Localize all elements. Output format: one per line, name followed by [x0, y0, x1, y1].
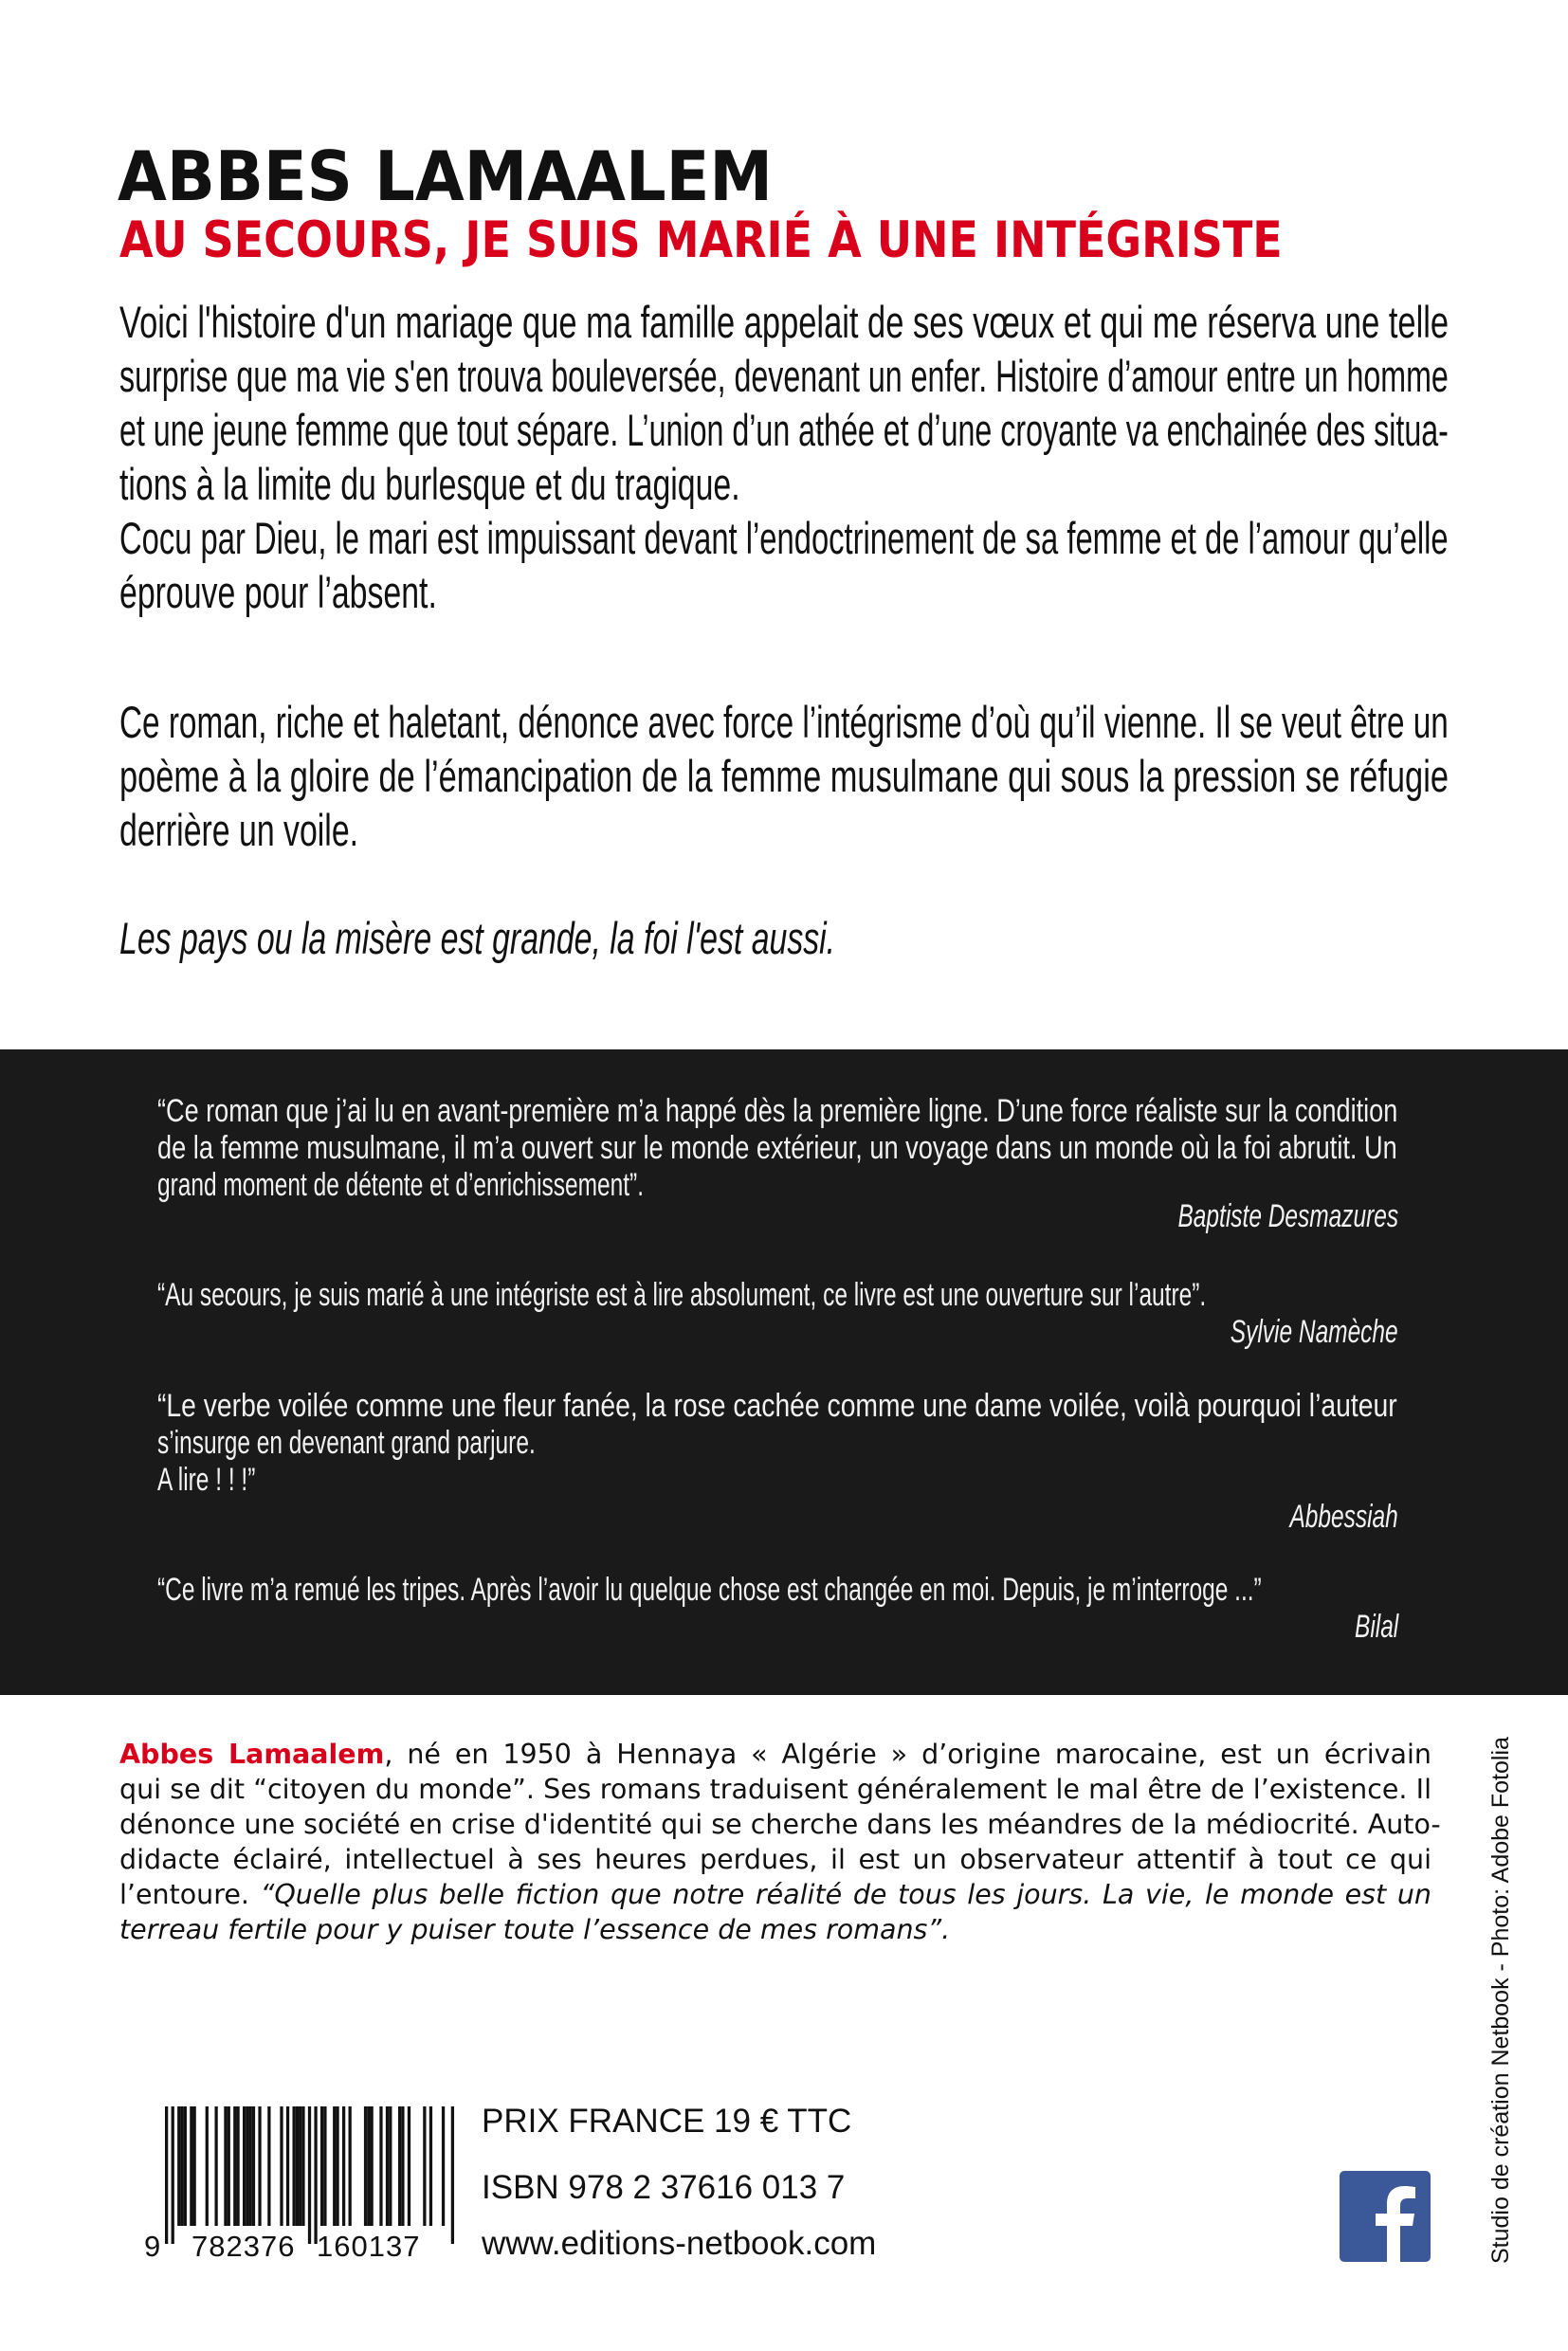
epigraph: Les pays ou la misère est grande, la foi l'est aussi. [119, 913, 836, 963]
barcode-bar [228, 2106, 230, 2226]
review-line: “Ce roman que j’ai lu en avant-première m’a happé dès la première ligne. D’une force réaliste sur la condition [157, 1093, 1398, 1129]
barcode-bar [280, 2106, 283, 2226]
barcode-guard-bar [308, 2106, 311, 2244]
review-line: de la femme musulmane, il m’a ouvert sur le monde extérieur, un voyage dans un monde où la foi abrutit. Un [157, 1130, 1397, 1166]
barcode-bar [180, 2106, 183, 2226]
synopsis-line: Voici l'histoire d'un mariage que ma famille appelait de ses vœux et qui me réserva une telle [119, 297, 1449, 347]
bio-author-name: Abbes Lamaalem [119, 1739, 385, 1770]
barcode-bar [429, 2106, 432, 2226]
barcode-bar [249, 2106, 252, 2226]
barcode-bar [286, 2106, 289, 2226]
barcode-bar [267, 2106, 270, 2226]
synopsis-line: éprouve pour l’absent. [119, 567, 437, 617]
barcode-bar [423, 2106, 426, 2226]
website-link[interactable]: www.editions-netbook.com [482, 2225, 877, 2262]
barcode-guard-bar [172, 2106, 174, 2244]
barcode-bar [349, 2106, 352, 2226]
barcode-bar [296, 2106, 299, 2226]
barcode-bar [320, 2106, 323, 2226]
barcode-bar [177, 2106, 180, 2226]
barcode-digit-first: 9 [144, 2230, 161, 2263]
barcode-bar [408, 2106, 410, 2226]
review-line: “Au secours, je suis marié à une intégriste est à lire absolument, ce livre est une ouverture sur l’autre”. [157, 1277, 1207, 1313]
author-heading: ABBES LAMAALEM [118, 137, 773, 216]
barcode-bar [224, 2106, 227, 2226]
bio-line: dénonce une société en crise d'identité qui se cherche dans les méandres de la médiocrité. Auto- [119, 1809, 1441, 1840]
barcode-bar [243, 2106, 246, 2226]
barcode-bar [370, 2106, 373, 2226]
synopsis-line: Ce roman, riche et haletant, dénonce avec force l’intégrisme d’où qu’il vienne. Il se veut être un [119, 697, 1449, 747]
bio-line [119, 1877, 1431, 1912]
author-quote: terreau fertile pour y puiser toute l’essence de mes romans”. [119, 1914, 951, 1945]
barcode-guard-bar [165, 2106, 168, 2244]
barcode-bar [342, 2106, 345, 2226]
barcode-bar [190, 2106, 192, 2226]
barcode-bar [193, 2106, 196, 2226]
barcode-bar [386, 2106, 389, 2226]
barcode-bar [292, 2106, 295, 2226]
synopsis-line: derrière un voile. [119, 805, 359, 855]
author-quote: “Quelle plus belle fiction que notre réalité de tous les jours. La vie, le monde est un [260, 1879, 1431, 1910]
barcode-digits-left: 782376 [191, 2230, 296, 2263]
isbn: ISBN 978 2 37616 013 7 [482, 2169, 846, 2206]
price: PRIX FRANCE 19 € TTC [482, 2103, 852, 2140]
bio-line: qui se dit “citoyen du monde”. Ses romans traduisent généralement le mal être de l’existence. Il [119, 1774, 1431, 1805]
barcode-bar [398, 2106, 401, 2226]
barcode-bar [301, 2106, 304, 2226]
synopsis-line: et une jeune femme que tout sépare. L’union d’un athée et d’une croyante va enchainée des situa- [119, 405, 1449, 455]
barcode-guard-bar [451, 2106, 454, 2244]
barcode-bar [236, 2106, 239, 2226]
synopsis-line: Cocu par Dieu, le mari est impuissant devant l’endoctrinement de sa femme et de l’amour qu’elle [119, 513, 1449, 563]
review-line: “Ce livre m’a remué les tripes. Après l’avoir lu quelque chose est changée en moi. Depuis, je m’interroge ...” [157, 1572, 1262, 1608]
barcode-bar [258, 2106, 261, 2226]
review-line: A lire ! ! !” [157, 1462, 256, 1498]
barcode-bar [379, 2106, 382, 2226]
review-author: Baptiste Desmazures [1177, 1198, 1398, 1234]
review-author: Bilal [1354, 1609, 1398, 1645]
book-title: AU SECOURS, JE SUIS MARIÉ À UNE INTÉGRISTE [119, 211, 1283, 269]
barcode-bar [401, 2106, 404, 2226]
synopsis-line: poème à la gloire de l’émancipation de la femme musulmane qui sous la pression se réfugie [119, 751, 1449, 801]
barcode-bar [252, 2106, 255, 2226]
barcode-bar [233, 2106, 236, 2226]
review-line: s’insurge en devenant grand parjure. [157, 1425, 536, 1461]
barcode-digits-right: 160137 [317, 2230, 421, 2263]
barcode-bar [389, 2106, 392, 2226]
review-author: Abbessiah [1289, 1499, 1398, 1535]
synopsis-line: surprise que ma vie s'en trouva bouleversée, devenant un enfer. Histoire d’amour entre un homme [119, 351, 1449, 401]
barcode-bar [364, 2106, 367, 2226]
barcode-bar [214, 2106, 217, 2226]
bio-line: didacte éclairé, intellectuel à ses heures perdues, il est un observateur attentif à tout ce qui [119, 1844, 1431, 1875]
barcode-bar [299, 2106, 301, 2226]
photo-credit: Studio de création Netbook - Photo: Adobe Fotolia [1487, 1737, 1514, 2264]
barcode-bar [367, 2106, 370, 2226]
review-line: grand moment de détente et d’enrichissement”. [157, 1167, 645, 1203]
facebook-icon[interactable] [1340, 2171, 1431, 2262]
barcode-guard-bar [314, 2106, 317, 2244]
bio-text: l’entoure. [119, 1879, 261, 1910]
review-line: “Le verbe voilée comme une fleur fanée, la rose cachée comme une dame voilée, voilà pourquoi l’auteur [157, 1388, 1397, 1424]
bio-text: , né en 1950 à Hennaya « Algérie » d’origine marocaine, est un écrivain [384, 1739, 1431, 1770]
bio-line [119, 1737, 1431, 1772]
barcode-bar [323, 2106, 326, 2226]
review-author: Sylvie Namèche [1231, 1314, 1398, 1350]
synopsis-line: tions à la limite du burlesque et du tragique. [119, 459, 740, 509]
barcode-bar [336, 2106, 338, 2226]
isbn-barcode [142, 2103, 455, 2264]
barcode-bar [442, 2106, 445, 2226]
barcode-bar [246, 2106, 248, 2226]
barcode-bar [184, 2106, 187, 2226]
barcode-bar [206, 2106, 209, 2226]
barcode-bar [333, 2106, 336, 2226]
